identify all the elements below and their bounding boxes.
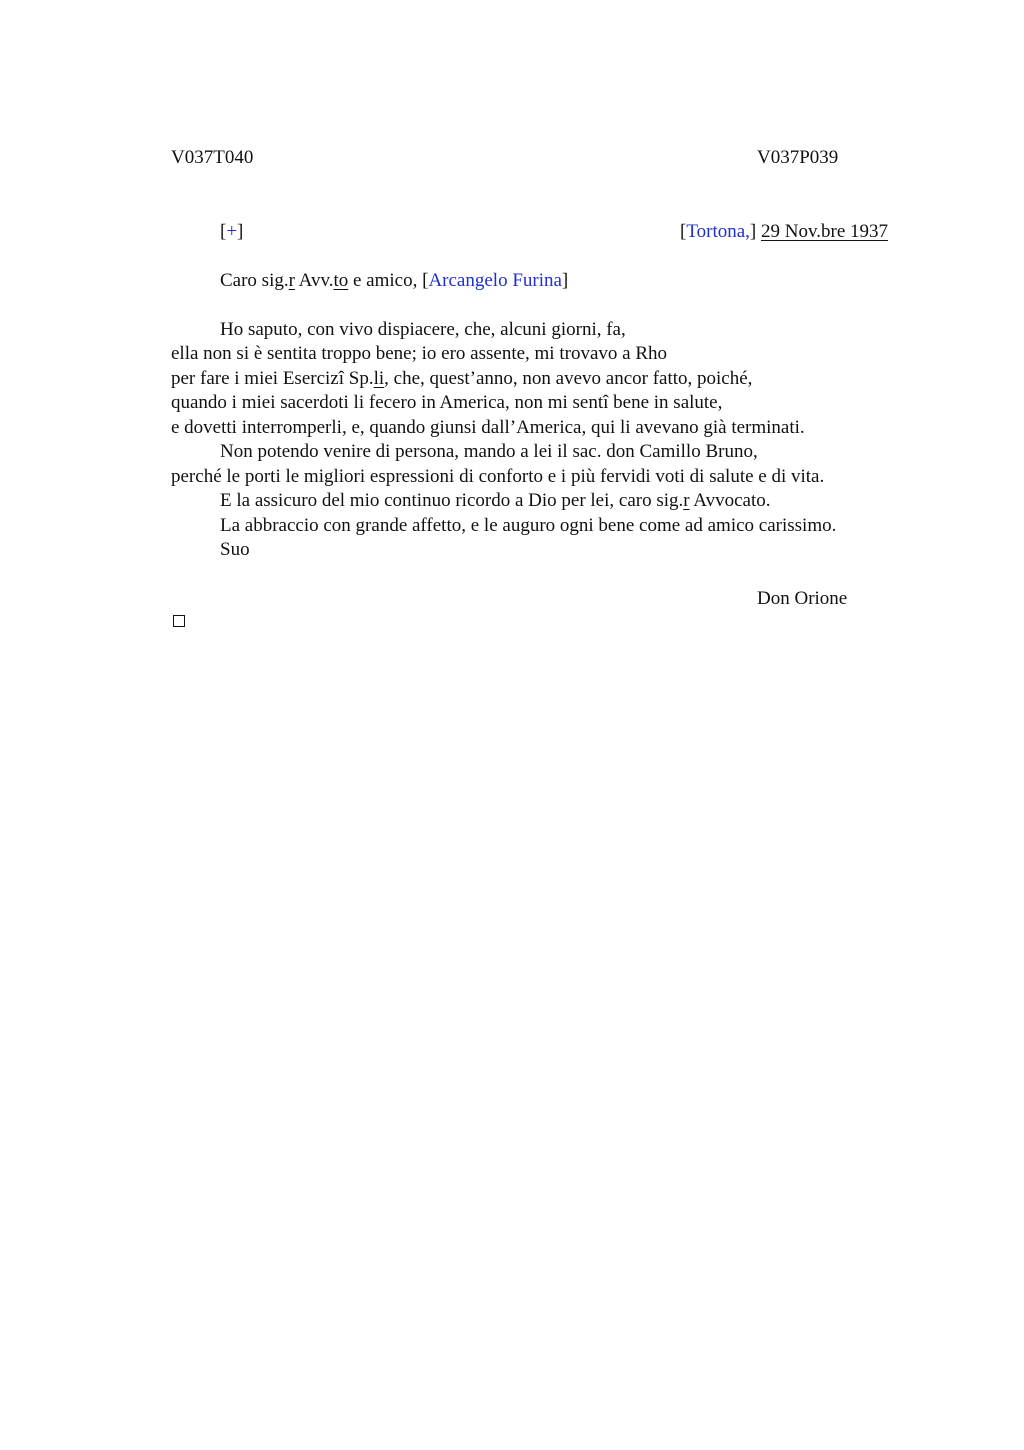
body-line-1: Ho saputo, con vivo dispiacere, che, alcuni giorni, fa, — [220, 319, 626, 340]
place-bracket-open: [ — [680, 221, 687, 242]
body-line-2: ella non si è sentita troppo bene; io ero assente, mi trovavo a Rho — [171, 343, 667, 364]
body-abbrev: r — [683, 490, 690, 511]
bracket-close: ] — [237, 221, 244, 242]
body-line-5: e dovetti interromperli, e, quando giunsi dall’America, qui li avevano già terminati. — [171, 417, 805, 438]
place-name: Tortona, — [686, 221, 750, 242]
document-code-right: V037P039 — [757, 147, 839, 168]
place-bracket-close: ] — [749, 221, 757, 242]
bracket-open: [ — [220, 221, 227, 242]
salutation-text: ] — [561, 270, 569, 291]
body-line-6: Non potendo venire di persona, mando a lei il sac. don Camillo Bruno, — [220, 441, 758, 462]
body-line-4 — [171, 391, 722, 415]
place-date — [680, 220, 888, 244]
document-code-left: V037T040 — [171, 147, 254, 168]
salutation — [220, 269, 568, 293]
end-marker-box — [173, 615, 185, 627]
closing: Suo — [220, 539, 250, 560]
salutation-text: Caro sig. — [220, 270, 289, 291]
letter-date: 29 Nov.bre 1937 — [761, 221, 888, 242]
recipient-name: Arcangelo Furina — [428, 270, 562, 291]
body-text: Sp. — [344, 368, 374, 389]
body-text: per fare i miei Esercizi — [171, 368, 345, 389]
body-line-7: perché le porti le migliori espressioni di conforto e i più fervidi voti di salute e di vita. — [171, 466, 825, 487]
body-text: quando i miei sacerdoti li fecero in America, non mi senti — [171, 392, 609, 413]
salutation-abbrev: r — [288, 270, 295, 291]
cross-symbol: + — [226, 221, 238, 242]
body-line-3 — [171, 367, 752, 391]
body-text: , che, quest’anno, non avevo ancor fatto, poiché, — [384, 368, 753, 389]
body-text: E la assicuro del mio continuo ricordo a Dio per lei, caro sig. — [220, 490, 684, 511]
salutation-text: Avv. — [294, 270, 334, 291]
salutation-abbrev: to — [333, 270, 349, 291]
body-line-8 — [220, 489, 771, 513]
salutation-text: e amico, [ — [348, 270, 429, 291]
body-text: Avvocato. — [689, 490, 771, 511]
body-line-9: La abbraccio con grande affetto, e le auguro ogni bene come ad amico carissimo. — [220, 515, 837, 536]
body-abbrev: li — [373, 368, 385, 389]
body-text: bene in salute, — [608, 392, 723, 413]
cross-mark — [220, 220, 243, 244]
signature: Don Orione — [757, 588, 848, 609]
